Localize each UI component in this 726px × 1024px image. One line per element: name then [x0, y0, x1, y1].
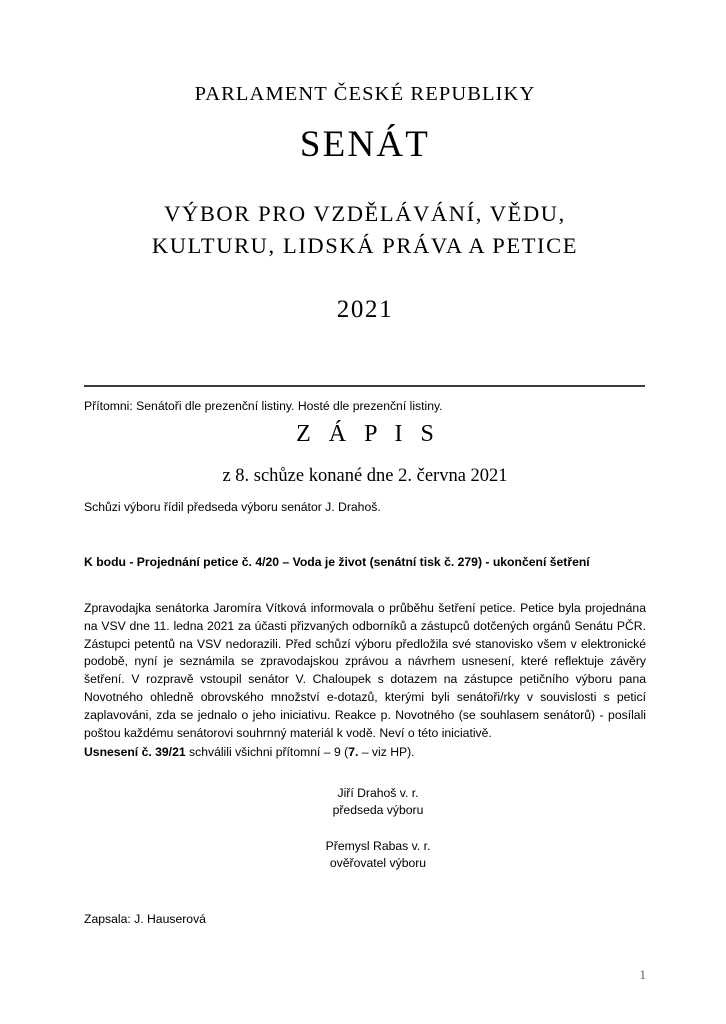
resolution-text-second: – viz HP). [358, 745, 415, 759]
header-divider [84, 385, 645, 387]
committee-title-line-2: KULTURU, LIDSKÁ PRÁVA A PETICE [151, 232, 579, 258]
signature-name: Jiří Drahoš v. r. [337, 786, 419, 800]
parliament-title: PARLAMENT ČESKÉ REPUBLIKY [194, 83, 536, 105]
recorder-line: Zapsala: J. Hauserová [84, 912, 206, 926]
resolution-line [84, 744, 646, 762]
signature-verifier [228, 838, 528, 872]
attendance-line: Přítomni: Senátoři dle prezenční listiny. Hosté dle prezenční listiny. [84, 399, 443, 413]
chairperson-line: Schůzi výboru řídil předseda výboru senátor J. Drahoš. [84, 500, 381, 514]
masthead [84, 82, 646, 324]
resolution-emphasis: 7. [348, 745, 359, 759]
agenda-item-body: Zpravodajka senátorka Jaromíra Vítková informovala o průběhu šetření petice. Petice byla projednána na VSV dne 11. ledna 2021 za účasti přizvaných odborníků a zástupců dotčených orgánů Senátu PČR. Zástupci petentů na VSV nedorazili. Před schůzí výboru předložila své stanovisko všem v elektronické podobě, nyní je seznámila se zpravodajskou zprávou a návrhem usnesení, které reflektuje závěry šetření. V rozpravě vstoupil senátor V. Chaloupek s dotazem na zástupce petičního výboru pana Novotného ohledně obrovského množství e-dotazů, kterými byli senátoři/rky v souvislosti s peticí zaplavováni, zda se jednalo o jeho iniciativu. Reakce p. Novotného (se souhlasem senátorů) - posílali poštou každému senátorovi souhrnný materiál k vodě. Neví o této iniciativě. [84, 601, 646, 740]
signature-role: předseda výboru [332, 802, 424, 817]
meeting-subtitle: z 8. schůze konané dne 2. června 2021 [222, 466, 508, 486]
page-number: 1 [639, 967, 646, 982]
resolution-text-first: schválili všichni přítomní – 9 ( [185, 745, 349, 759]
signature-chairperson [228, 785, 528, 819]
chamber-title: SENÁT [299, 123, 431, 165]
signature-name: Přemysl Rabas v. r. [325, 839, 431, 853]
signature-role: ověřovatel výboru [329, 855, 427, 870]
document-year: 2021 [336, 295, 394, 323]
record-title: Z Á P I S [296, 421, 440, 447]
committee-title-line-1: VÝBOR PRO VZDĚLÁVÁNÍ, VĚDU, [164, 200, 566, 226]
resolution-label: Usnesení č. 39/21 [84, 745, 186, 759]
agenda-item-heading: K bodu - Projednání petice č. 4/20 – Voda je život (senátní tisk č. 279) - ukončení šetření [84, 555, 590, 569]
committee-title [84, 198, 646, 262]
